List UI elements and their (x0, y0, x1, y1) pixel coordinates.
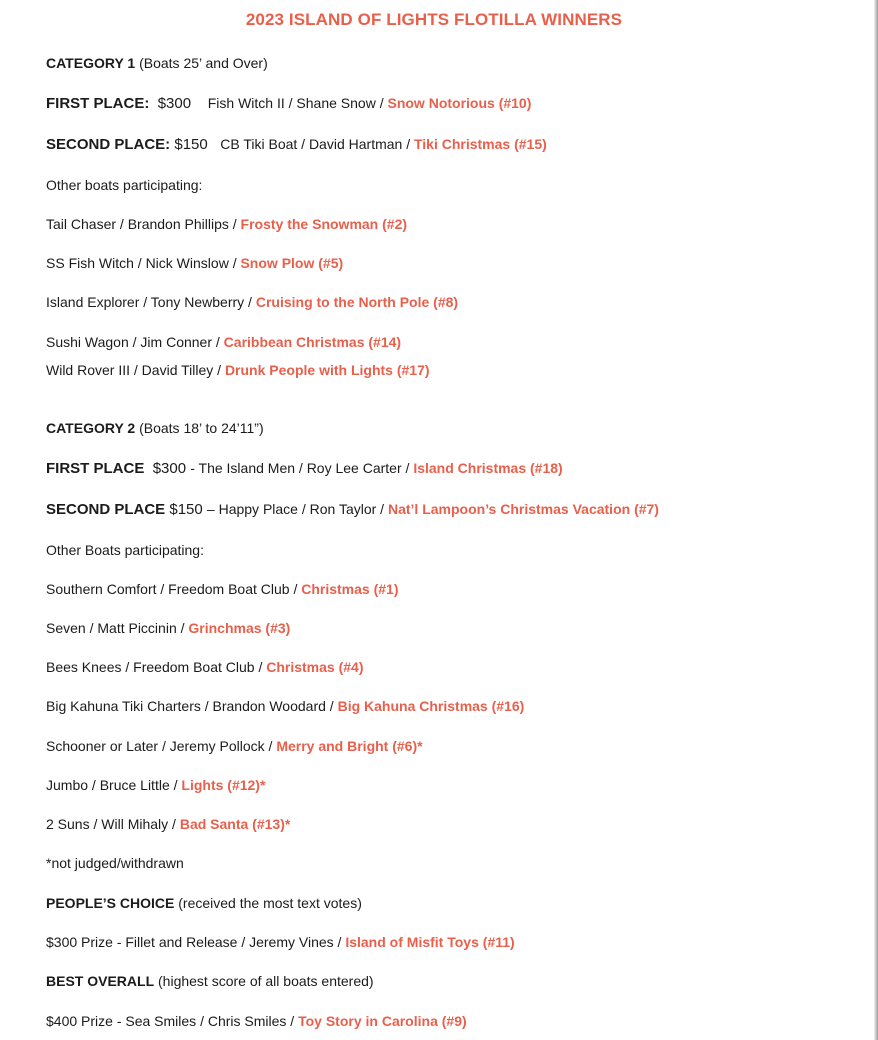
category2-others-heading: Other Boats participating: (46, 542, 204, 558)
list-item (46, 361, 430, 379)
boat-entry: – Happy Place / Ron Taylor / (206, 501, 388, 517)
best-overall-heading: BEST OVERALL (46, 973, 155, 989)
place-label: SECOND PLACE: (46, 136, 171, 153)
boat-entry: Bees Knees / Freedom Boat Club / (46, 659, 267, 675)
peoples-choice-winner (46, 933, 515, 951)
boat-theme: Drunk People with Lights (#17) (224, 362, 430, 378)
category2-header (46, 419, 264, 437)
category1-desc: (Boats 25’ and Over) (135, 55, 268, 71)
list-item (46, 658, 364, 676)
category2-second-place (46, 500, 659, 519)
list-item (46, 215, 407, 233)
list-item (46, 293, 458, 311)
boat-entry: SS Fish Witch / Nick Winslow / (46, 255, 241, 271)
best-overall-desc: (highest score of all boats entered) (154, 973, 374, 989)
boat-theme: Christmas (#1) (301, 581, 399, 597)
boat-theme: Cruising to the North Pole (#8) (255, 294, 459, 310)
boat-entry: $300 Prize - Fillet and Release / Jeremy Vines / (46, 934, 346, 950)
boat-theme: Christmas (#4) (266, 659, 364, 675)
prize-amount: $150 (169, 501, 203, 518)
category1-header (46, 54, 268, 72)
boat-entry: Seven / Matt Piccinin / (46, 620, 189, 636)
boat-entry: Schooner or Later / Jeremy Pollock / (46, 738, 277, 754)
boat-entry: - The Island Men / Roy Lee Carter / (190, 460, 414, 476)
category1-first-place (46, 94, 531, 113)
boat-entry: CB Tiki Boat / David Hartman / (220, 136, 414, 152)
boat-theme: Grinchmas (#3) (188, 620, 291, 636)
peoples-choice-heading: PEOPLE’S CHOICE (46, 895, 175, 911)
boat-entry: Fish Witch II / Shane Snow / (207, 95, 388, 111)
boat-theme: Island Christmas (#18) (413, 460, 563, 476)
category1-second-place (46, 135, 547, 154)
page-title: 2023 ISLAND OF LIGHTS FLOTILLA WINNERS (245, 10, 623, 29)
list-item (46, 580, 399, 598)
boat-entry: Island Explorer / Tony Newberry / (46, 294, 256, 310)
boat-theme: Island of Misfit Toys (#11) (345, 934, 515, 950)
place-label: SECOND PLACE (46, 501, 166, 518)
boat-theme: Toy Story in Carolina (#9) (298, 1013, 467, 1029)
boat-theme: Lights (#12)* (181, 777, 266, 793)
best-overall-winner (46, 1012, 467, 1030)
boat-theme: Snow Notorious (#10) (387, 95, 532, 111)
list-item (46, 254, 343, 272)
boat-theme: Nat’l Lampoon’s Christmas Vacation (#7) (387, 501, 659, 517)
category2-heading: CATEGORY 2 (46, 420, 136, 436)
category2-desc: (Boats 18’ to 24’11”) (135, 420, 264, 436)
boat-theme: Bad Santa (#13)* (179, 816, 291, 832)
list-item (46, 737, 423, 755)
peoples-choice-desc: (received the most text votes) (174, 895, 362, 911)
list-item (46, 697, 524, 715)
boat-entry: Big Kahuna Tiki Charters / Brandon Woodard / (46, 698, 338, 714)
prize-amount: $300 (157, 95, 192, 112)
boat-theme: Frosty the Snowman (#2) (240, 216, 408, 232)
prize-amount: $150 (174, 136, 208, 153)
boat-theme: Big Kahuna Christmas (#16) (337, 698, 525, 714)
boat-entry: Tail Chaser / Brandon Phillips / (46, 216, 241, 232)
list-item (46, 815, 290, 833)
boat-theme: Tiki Christmas (#15) (413, 136, 547, 152)
boat-theme: Caribbean Christmas (#14) (223, 334, 402, 350)
list-item (46, 619, 290, 637)
boat-theme: Merry and Bright (#6)* (276, 738, 423, 754)
list-item (46, 776, 265, 794)
list-item (46, 333, 401, 351)
boat-entry: Southern Comfort / Freedom Boat Club / (46, 581, 302, 597)
boat-entry: 2 Suns / Will Mihaly / (46, 816, 180, 832)
place-label: FIRST PLACE: (46, 95, 150, 112)
category1-heading: CATEGORY 1 (46, 55, 136, 71)
best-overall-header (46, 972, 374, 990)
boat-theme: Snow Plow (#5) (240, 255, 344, 271)
peoples-choice-header (46, 894, 362, 912)
boat-entry: Sushi Wagon / Jim Conner / (46, 334, 224, 350)
place-label: FIRST PLACE (46, 460, 145, 477)
category2-first-place (46, 459, 563, 478)
boat-entry: Wild Rover III / David Tilley / (46, 362, 225, 378)
page-edge-shadow (874, 0, 878, 1040)
category1-others-heading: Other boats participating: (46, 177, 203, 193)
footnote: *not judged/withdrawn (46, 855, 184, 871)
boat-entry: Jumbo / Bruce Little / (46, 777, 182, 793)
boat-entry: $400 Prize - Sea Smiles / Chris Smiles / (46, 1013, 299, 1029)
prize-amount: $300 (152, 460, 187, 477)
